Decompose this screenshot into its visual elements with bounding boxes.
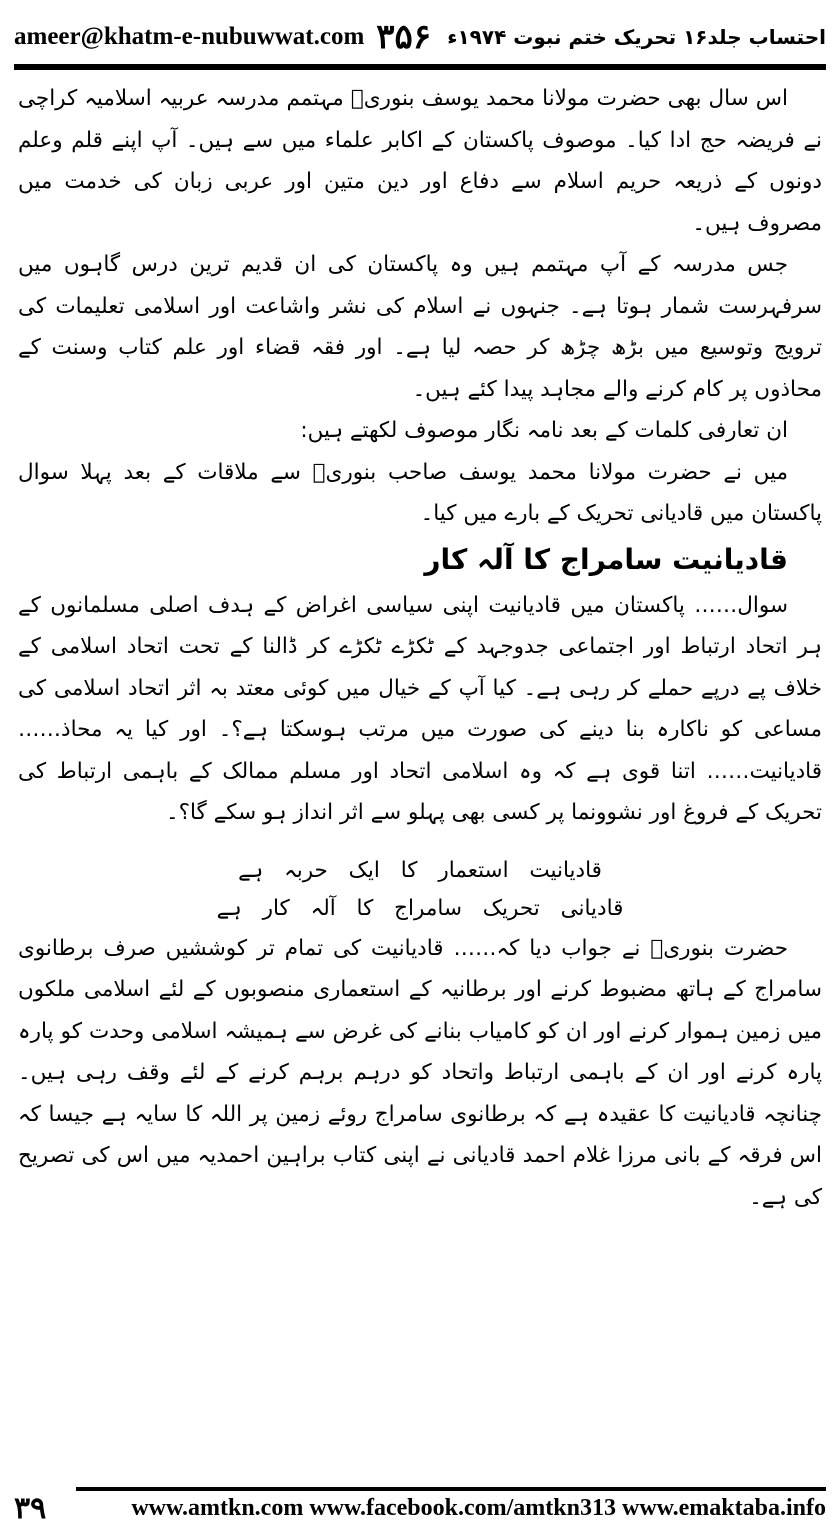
header-rule (14, 64, 826, 70)
body-paragraph: میں نے حضرت مولانا محمد یوسف صاحب بنوریؒ سے ملاقات کے بعد پہلا سوال پاکستان میں قادیانی تحریک کے بارے میں کیا۔ (18, 459, 822, 526)
page-body (18, 78, 822, 1458)
section-heading: قادیانیت سامراج کا آلہ کار (424, 542, 788, 576)
footer-links (76, 1495, 826, 1522)
body-paragraph: ان تعارفی کلمات کے بعد نامہ نگار موصوف لکھتے ہیں: (300, 418, 788, 443)
verse-line: قادیانیت استعمار کا ایک حربہ ہے (238, 857, 602, 883)
header-book-title: احتساب جلد۱۶ تحریک ختم نبوت ۱۹۷۴ء (447, 25, 826, 49)
body-paragraph: اس سال بھی حضرت مولانا محمد یوسف بنوریؒ مہتمم مدرسہ عربیہ اسلامیہ کراچی نے فریضہ حج ادا کیا۔ موصوف پاکستان کے اکابر علماء میں سے ہیں۔ آپ اپنے قلم وعلم دونوں کے ذریعہ حریم اسلام سے دفاع اور دین متین اور عربی زبان کی خدمت میں مصروف ہیں۔ (18, 86, 822, 236)
footer-links-text[interactable]: www.amtkn.com www.facebook.com/amtkn313 www.emaktaba.info (131, 1494, 826, 1521)
verse-line: قادیانی تحریک سامراج کا آلہ کار ہے (216, 895, 624, 921)
header-email[interactable]: ameer@khatm-e-nubuwwat.com (14, 23, 365, 50)
page-header (14, 12, 826, 62)
page-footer (14, 1486, 826, 1530)
question-paragraph: سوال…… پاکستان میں قادیانیت اپنی سیاسی اغراض کے ہدف اصلی مسلمانوں کے ہر اتحاد ارتباط اور اجتماعی جدوجہد کے ٹکڑے ٹکڑے کر ڈالنا کے تحت اتحاد اسلامی کے خلاف پے درپے حملے کر رہی ہے۔ کیا آپ کے خیال میں کوئی معتد بہ اثر اتحاد اسلامی کی مساعی کو ناکارہ بنا دینے کی صورت میں مرتب ہوسکتا ہے؟۔ اور کیا یہ محاذ…… قادیانیت…… اتنا قوی ہے کہ وہ اسلامی اتحاد اور مسلم ممالک کے باہمی ارتباط کی تحریک کے فروغ اور نشوونما پر کسی بھی پہلو سے اثر انداز ہو سکے گا؟۔ (18, 592, 822, 825)
header-left (14, 17, 431, 57)
answer-paragraph: حضرت بنوریؒ نے جواب دیا کہ…… قادیانیت کی تمام تر کوششیں صرف برطانوی سامراج کے ہاتھ مضبوط کرنے اور برطانیہ کے استعماری منصوبوں کے لئے اسلامی ملکوں میں زمین ہموار کرنے اور ان کو کامیاب بنانے کی غرض سے ہمیشہ اسلامی وحدت کو پارہ پارہ کرنے اور ان کے باہمی ارتباط واتحاد کو درہم برہم کرنے کے لئے وقف رہی ہیں۔ چنانچہ قادیانیت کا عقیدہ ہے کہ برطانوی سامراج روئے زمین پر اللہ کا سایہ ہے جیسا کہ اس فرقہ کے بانی مرزا غلام احمد قادیانی نے اپنی کتاب براہین احمدیہ میں اس کی تصریح کی ہے۔ (18, 935, 822, 1210)
footer-rule (76, 1487, 826, 1491)
verse-block (18, 852, 822, 928)
header-page-number: ۳۵۶ (376, 17, 432, 57)
footer-page-number: ۳۹ (14, 1490, 47, 1526)
body-paragraph: جس مدرسہ کے آپ مہتمم ہیں وہ پاکستان کی ان قدیم ترین درس گاہوں میں سرفہرست شمار ہوتا ہے۔ جنہوں نے اسلام کی نشر واشاعت اور اسلامی تعلیمات کی ترویج وتوسیع میں بڑھ چڑھ کر حصہ لیا ہے۔ اور فقہ قضاء اور علم کتاب وسنت کے محاذوں پر کام کرنے والے مجاہد پیدا کئے ہیں۔ (18, 252, 822, 402)
